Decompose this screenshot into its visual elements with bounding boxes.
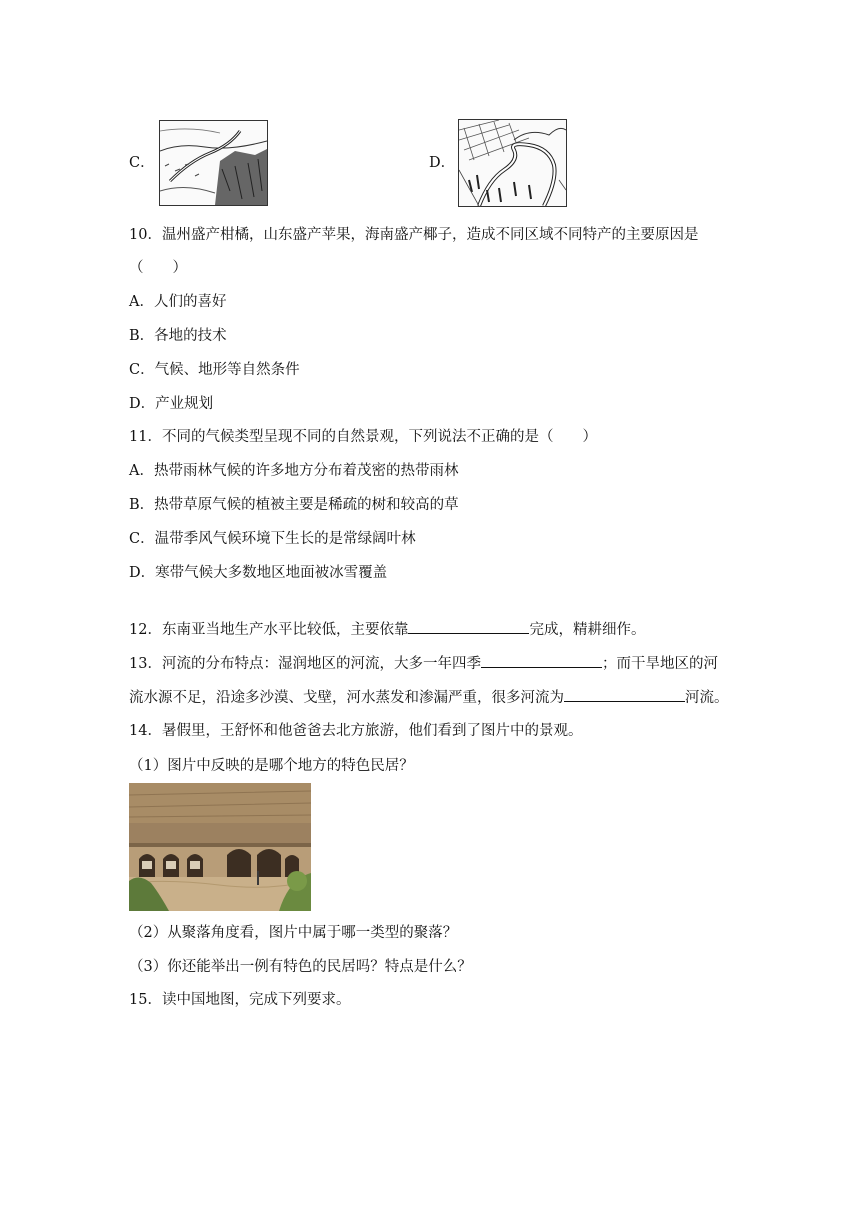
q14-sub3: （3）你还能举出一例有特色的民居吗？特点是什么？ xyxy=(129,959,472,975)
q12-text-before: 12．东南亚当地生产水平比较低，主要依靠 xyxy=(129,622,409,638)
q10-option-b: B．各地的技术 xyxy=(129,328,227,344)
q11-stem: 11．不同的气候类型呈现不同的自然景观，下列说法不正确的是（ ） xyxy=(129,429,597,445)
option-d-label: D． xyxy=(429,155,456,171)
q13-text-1-before: 13．河流的分布特点：湿润地区的河流，大多一年四季 xyxy=(129,656,481,672)
q10-option-d: D．产业规划 xyxy=(129,396,214,412)
terraced-road-sketch-icon xyxy=(459,120,566,206)
q13-text-1-after: ；而干旱地区的河 xyxy=(601,656,718,672)
q14-sub2: （2）从聚落角度看，图片中属于哪一类型的聚落？ xyxy=(129,925,458,941)
q10-paren: （ ） xyxy=(129,260,187,276)
q15-stem: 15．读中国地图，完成下列要求。 xyxy=(129,992,351,1008)
q13-blank-2[interactable] xyxy=(564,687,685,702)
cave-dwelling-photo xyxy=(129,783,311,911)
q13-line-2 xyxy=(129,687,729,708)
q10-option-c: C．气候、地形等自然条件 xyxy=(129,362,300,378)
option-d-sketch xyxy=(458,119,567,207)
q13-text-2-before: 流水源不足，沿途多沙漠、戈壁，河水蒸发和渗漏严重，很多河流为 xyxy=(129,690,564,706)
q14-stem: 14．暑假里，王舒怀和他爸爸去北方旅游，他们看到了图片中的景观。 xyxy=(129,723,583,739)
q11-option-d: D．寒带气候大多数地区地面被冰雪覆盖 xyxy=(129,565,388,581)
q11-option-b: B．热带草原气候的植被主要是稀疏的树和较高的草 xyxy=(129,497,459,513)
q12-text-after: 完成，精耕细作。 xyxy=(529,622,646,638)
q13-line-1 xyxy=(129,653,718,674)
q12-line xyxy=(129,619,645,640)
q10-option-a: A．人们的喜好 xyxy=(129,294,227,310)
q14-sub1: （1）图片中反映的是哪个地方的特色民居？ xyxy=(129,758,414,774)
coastal-road-sketch-icon xyxy=(160,121,267,205)
option-c-sketch xyxy=(159,120,268,206)
q13-blank-1[interactable] xyxy=(481,653,602,668)
q12-blank[interactable] xyxy=(408,619,529,634)
cave-dwelling-image xyxy=(129,783,311,911)
option-c-label: C． xyxy=(129,155,155,171)
q11-option-c: C．温带季风气候环境下生长的是常绿阔叶林 xyxy=(129,531,416,547)
q10-stem: 10．温州盛产柑橘，山东盛产苹果，海南盛产椰子，造成不同区域不同特产的主要原因是 xyxy=(129,227,699,243)
q11-option-a: A．热带雨林气候的许多地方分布着茂密的热带雨林 xyxy=(129,463,459,479)
q13-text-2-after: 河流。 xyxy=(685,690,729,706)
